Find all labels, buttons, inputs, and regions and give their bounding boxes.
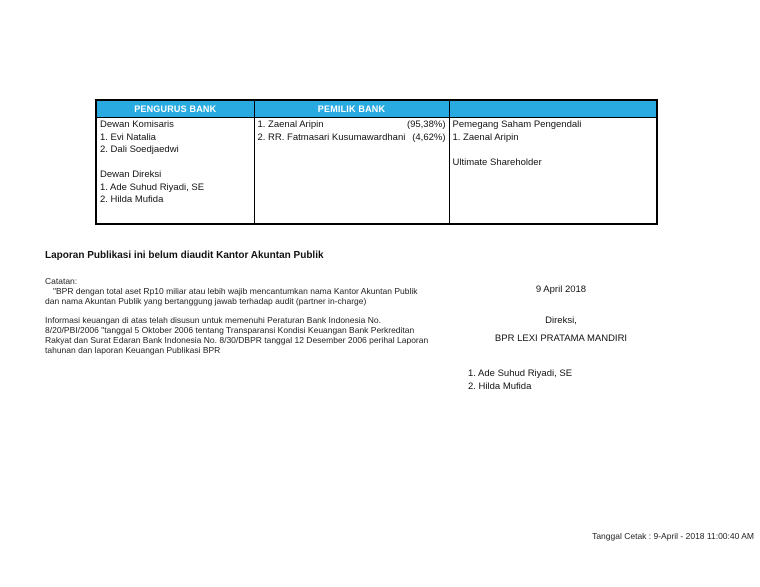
pengurus-line: 1. Evi Natalia xyxy=(100,131,156,143)
print-date-footer: Tanggal Cetak : 9-April - 2018 11:00:40 AM xyxy=(592,531,754,541)
unaudited-notice-heading: Laporan Publikasi ini belum diaudit Kantor Akuntan Publik xyxy=(45,250,324,261)
pengurus-line: 2. Hilda Mufida xyxy=(100,194,164,205)
table-header-row xyxy=(96,100,657,118)
pemegang-line: 1. Zaenal Aripin xyxy=(452,131,519,143)
regulation-line: tahunan dan laporan Keuangan Publikasi BPR xyxy=(45,345,221,355)
table-body-row xyxy=(96,118,657,225)
pemegang-line: Ultimate Shareholder xyxy=(452,156,542,168)
bank-info-table-container xyxy=(95,99,656,225)
bank-info-table xyxy=(95,99,658,225)
catatan-line: dan nama Akuntan Publik yang bertanggung jawab terhadap audit (partner in-charge) xyxy=(45,296,367,306)
pemegang-line: Pemegang Saham Pengendali xyxy=(452,119,582,130)
header-pemilik-bank: PEMILIK BANK xyxy=(254,100,449,118)
catatan-line: "BPR dengan total aset Rp10 miliar atau lebih wajib mencantumkan nama Kantor Akuntan Publik xyxy=(53,286,418,296)
cell-pemilik-bank xyxy=(254,118,449,225)
owner-name: 2. RR. Fatmasari Kusumawardhani xyxy=(257,131,406,143)
owner-share: (4,62%) xyxy=(412,131,446,143)
signer-name: 1. Ade Suhud Riyadi, SE xyxy=(468,368,573,379)
owner-name: 1. Zaenal Aripin xyxy=(257,119,324,130)
header-pengurus-bank: PENGURUS BANK xyxy=(96,100,254,118)
pengurus-line-blank xyxy=(100,157,251,170)
catatan-label: Catatan: xyxy=(45,276,78,286)
signer-list xyxy=(455,368,667,393)
owner-row xyxy=(258,119,446,132)
signer-name: 2. Hilda Mufida xyxy=(468,380,532,392)
regulation-line: 8/20/PBI/2006 "tanggal 5 Oktober 2006 tentang Transparansi Kondisi Keuangan Bank Perkreditan xyxy=(45,325,415,335)
signature-block xyxy=(455,285,667,393)
signature-role: Direksi, xyxy=(545,315,577,326)
header-empty xyxy=(449,100,657,118)
regulation-line: Rakyat dan Surat Edaran Bank Indonesia No. 8/30/DBPR tanggal 12 Desember 2006 perihal Laporan xyxy=(45,335,429,345)
notes-block xyxy=(45,276,445,355)
pengurus-line: Dewan Komisaris xyxy=(100,119,174,130)
owner-share: (95,38%) xyxy=(406,119,446,130)
pemegang-line-blank xyxy=(453,144,654,157)
regulation-line: Informasi keuangan di atas telah disusun untuk memenuhi Peraturan Bank Indonesia No. xyxy=(45,315,381,325)
pengurus-line: 1. Ade Suhud Riyadi, SE xyxy=(100,181,205,193)
pengurus-line: 2. Dali Soedjaedwi xyxy=(100,144,179,155)
owner-row xyxy=(258,132,446,145)
pengurus-line: Dewan Direksi xyxy=(100,169,162,180)
cell-pengurus-bank xyxy=(96,118,254,225)
signature-company: BPR LEXI PRATAMA MANDIRI xyxy=(494,333,628,344)
cell-pemegang-saham xyxy=(449,118,657,225)
regulation-paragraph xyxy=(45,315,445,355)
signature-date: 9 April 2018 xyxy=(535,284,587,295)
